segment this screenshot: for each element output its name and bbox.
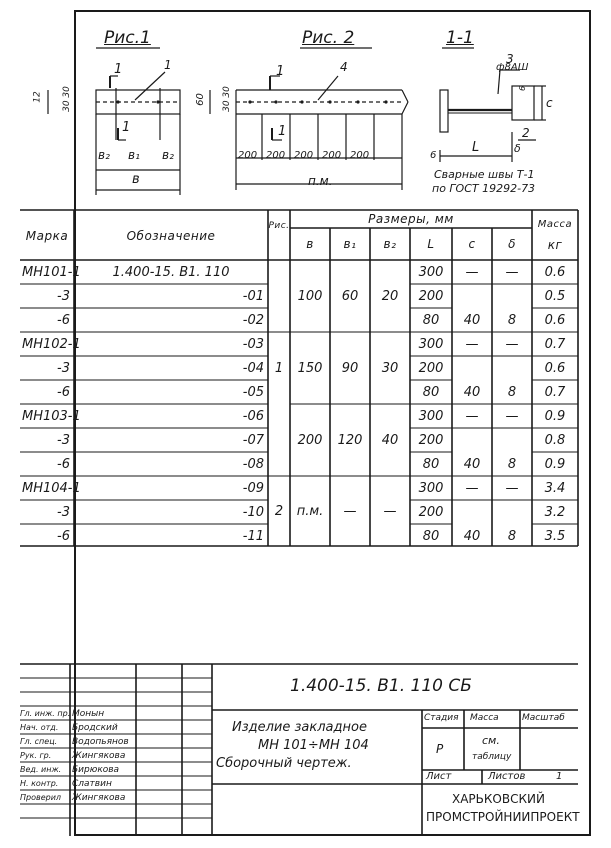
- row-3-d: 8: [507, 312, 517, 328]
- row-10-l: 300: [418, 480, 444, 496]
- row-11-m: 3.2: [544, 504, 566, 520]
- group1-b2: 20: [381, 288, 399, 304]
- section-six-weld: 6: [518, 85, 528, 92]
- fig2-step-2: 200: [266, 150, 286, 161]
- row-4-marka: МН102-1: [22, 336, 81, 352]
- row-11-c: [452, 500, 492, 524]
- group2-b2: 30: [381, 360, 399, 376]
- fig1-b2-right: в₂: [162, 148, 174, 162]
- group3-b2: 40: [381, 432, 399, 448]
- row-1-d: —: [505, 264, 519, 280]
- fig2-step-1: 200: [238, 150, 258, 161]
- row-7-d: —: [505, 408, 519, 424]
- fig2-step-4: 200: [322, 150, 342, 161]
- row-11-l: 200: [418, 504, 444, 520]
- row-6-c: 40: [463, 384, 481, 400]
- label-masshtab: Масштаб: [522, 713, 565, 723]
- header-c: с: [468, 237, 476, 251]
- item-name-line2: МН 101÷МН 104: [258, 738, 369, 753]
- header-oboznachenie: Обозначение: [126, 229, 216, 243]
- org-line2: ПРОМСТРОЙНИИПРОЕКТ: [426, 810, 580, 824]
- fig1-b: в: [132, 172, 140, 187]
- weld-note-line1: Сварные швы Т-1: [434, 168, 535, 181]
- listov-value: 1: [556, 771, 563, 782]
- header-b1: в₁: [343, 237, 357, 251]
- row-2-m: 0.5: [544, 288, 566, 304]
- section-l: L: [472, 140, 480, 155]
- row-8-oboz: -07: [242, 432, 264, 448]
- row-12-marka: -6: [57, 528, 70, 544]
- row-1-m: 0.6: [544, 264, 566, 280]
- row-3-oboz: -02: [242, 312, 264, 328]
- row-4-c: —: [465, 336, 479, 352]
- signer-name: Монын: [72, 709, 105, 719]
- fig1-cut-upper: 1: [114, 62, 123, 77]
- mass-value-line2: таблицу: [472, 752, 512, 762]
- fig2-pm: п.м.: [308, 174, 333, 188]
- row-10-c: —: [465, 480, 479, 496]
- row-5-d: [492, 356, 532, 380]
- fig2-leader: 4: [340, 60, 348, 74]
- row-7-m: 0.9: [544, 408, 566, 424]
- signer-name: Бирюкова: [72, 765, 120, 775]
- row-5-l: 200: [418, 360, 444, 376]
- signer-name: Бродский: [72, 723, 118, 733]
- row-4-l: 300: [418, 336, 444, 352]
- header-delta: δ: [508, 237, 516, 251]
- signer-role: Нач. отд.: [20, 723, 59, 732]
- group2-b: 150: [297, 360, 323, 376]
- item-name-line1: Изделие закладное: [232, 720, 367, 735]
- label-stadiya: Стадия: [424, 713, 459, 723]
- label-list: Лист: [426, 771, 452, 782]
- fig1-leader: 1: [164, 58, 172, 72]
- fig1-cut-lower: 1: [122, 120, 131, 135]
- row-12-l: 80: [422, 528, 440, 544]
- row-2-l: 200: [418, 288, 444, 304]
- row-2-oboz: -01: [242, 288, 264, 304]
- row-5-m: 0.6: [544, 360, 566, 376]
- org-line1: ХАРЬКОВСКИЙ: [452, 792, 545, 806]
- group4-b2: —: [383, 503, 397, 519]
- section-num-3: 3: [506, 52, 514, 66]
- signer-role: Рук. гр.: [20, 751, 52, 760]
- section-num-2: 2: [522, 126, 530, 140]
- header-massa-unit: кг: [547, 238, 563, 252]
- row-3-l: 80: [422, 312, 440, 328]
- row-7-marka: МН103-1: [22, 408, 81, 424]
- fig2-step-3: 200: [294, 150, 314, 161]
- row-1-l: 300: [418, 264, 444, 280]
- group1-b1: 60: [341, 288, 359, 304]
- row-10-marka: МН104-1: [22, 480, 81, 496]
- row-10-d: —: [505, 480, 519, 496]
- mass-value-line1: см.: [482, 734, 500, 747]
- section-six: 6: [430, 150, 437, 161]
- fig1-title: Рис.1: [104, 28, 151, 48]
- row-12-oboz: -11: [242, 528, 264, 544]
- header-b2: в₂: [383, 237, 397, 251]
- fig1-dim-12: 12: [32, 91, 43, 103]
- row-8-m: 0.8: [544, 432, 566, 448]
- row-4-oboz: -03: [242, 336, 264, 352]
- group3-b: 200: [297, 432, 323, 448]
- header-razmery: Размеры, мм: [368, 212, 454, 226]
- section-title: 1-1: [446, 28, 474, 48]
- row-7-c: —: [465, 408, 479, 424]
- row-1-marka: МН101-1: [22, 264, 81, 280]
- row-9-c: 40: [463, 456, 481, 472]
- group2-b1: 90: [341, 360, 359, 376]
- header-massa: Масса: [537, 218, 573, 230]
- row-3-c: 40: [463, 312, 481, 328]
- signer-name: Водопьянов: [72, 737, 129, 747]
- section-c: с: [546, 96, 553, 110]
- row-6-d: 8: [507, 384, 517, 400]
- row-12-c: 40: [463, 528, 481, 544]
- header-marka: Марка: [25, 229, 69, 243]
- fig2-dim-30: 30 30: [221, 86, 232, 112]
- row-10-oboz: -09: [242, 480, 264, 496]
- signer-name: Жингякова: [72, 793, 126, 803]
- fig2-dim-60: 60: [194, 93, 206, 106]
- row-7-oboz: -06: [242, 408, 264, 424]
- ris-1: 1: [274, 360, 284, 376]
- row-3-m: 0.6: [544, 312, 566, 328]
- row-9-marka: -6: [57, 456, 70, 472]
- row-11-d: [492, 500, 532, 524]
- signer-role: Гл. спец.: [20, 737, 58, 746]
- row-6-marka: -6: [57, 384, 70, 400]
- row-6-m: 0.7: [544, 384, 566, 400]
- group3-b1: 120: [337, 432, 363, 448]
- row-11-oboz: -10: [242, 504, 264, 520]
- row-1-c: —: [465, 264, 479, 280]
- row-9-oboz: -08: [242, 456, 264, 472]
- signer-role: Н. контр.: [20, 779, 59, 788]
- row-12-m: 3.5: [544, 528, 566, 544]
- header-ris: Рис.: [268, 221, 290, 231]
- fig1-b1: в₁: [128, 148, 140, 162]
- ris-2: 2: [274, 503, 284, 519]
- row-10-m: 3.4: [544, 480, 566, 496]
- row-3-marka: -6: [57, 312, 70, 328]
- row-6-oboz: -05: [242, 384, 264, 400]
- header-l: L: [427, 237, 435, 251]
- signer-role: Проверил: [20, 793, 62, 802]
- row-8-marka: -3: [57, 432, 70, 448]
- weld-note-line2: по ГОСТ 19292-73: [432, 182, 536, 195]
- signer-name: Слатвин: [72, 779, 112, 789]
- signer-name: Жингякова: [72, 751, 126, 761]
- row-5-marka: -3: [57, 360, 70, 376]
- header-b: в: [306, 237, 314, 251]
- fig2-step-5: 200: [350, 150, 370, 161]
- row-9-m: 0.9: [544, 456, 566, 472]
- section-rebar: ф8АШ: [496, 62, 529, 73]
- fig1-b2-left: в₂: [98, 148, 110, 162]
- row-7-l: 300: [418, 408, 444, 424]
- row-11-marka: -3: [57, 504, 70, 520]
- group4-b: п.м.: [296, 503, 324, 519]
- row-2-marka: -3: [57, 288, 70, 304]
- item-name-line3: Сборочный чертеж.: [216, 756, 352, 771]
- stage-value: Р: [436, 742, 444, 756]
- row-4-m: 0.7: [544, 336, 566, 352]
- fig2-cut-lower: 1: [278, 124, 287, 139]
- row-9-d: 8: [507, 456, 517, 472]
- group4-b1: —: [343, 503, 357, 519]
- label-massa: Масса: [470, 713, 499, 723]
- signer-role: Гл. инж. пр.: [20, 709, 70, 718]
- row-4-d: —: [505, 336, 519, 352]
- label-listov: Листов: [488, 771, 526, 782]
- fig2-cut-upper: 1: [276, 64, 285, 79]
- row-8-l: 200: [418, 432, 444, 448]
- fig1-dim-30: 30 30: [61, 86, 72, 112]
- section-delta: δ: [514, 142, 521, 155]
- fig2-title: Рис. 2: [302, 28, 355, 48]
- row-5-c: [452, 356, 492, 380]
- row-5-oboz: -04: [242, 360, 264, 376]
- group1-b: 100: [297, 288, 323, 304]
- row-8-d: [492, 428, 532, 452]
- row-9-l: 80: [422, 456, 440, 472]
- row-2-d: [492, 284, 532, 308]
- signer-role: Вед. инж.: [20, 765, 62, 774]
- row-6-l: 80: [422, 384, 440, 400]
- doc-code: 1.400-15. В1. 110 СБ: [290, 676, 472, 696]
- row-2-c: [452, 284, 492, 308]
- row-12-d: 8: [507, 528, 517, 544]
- row-8-c: [452, 428, 492, 452]
- row-1-oboz: 1.400-15. В1. 110: [112, 264, 230, 280]
